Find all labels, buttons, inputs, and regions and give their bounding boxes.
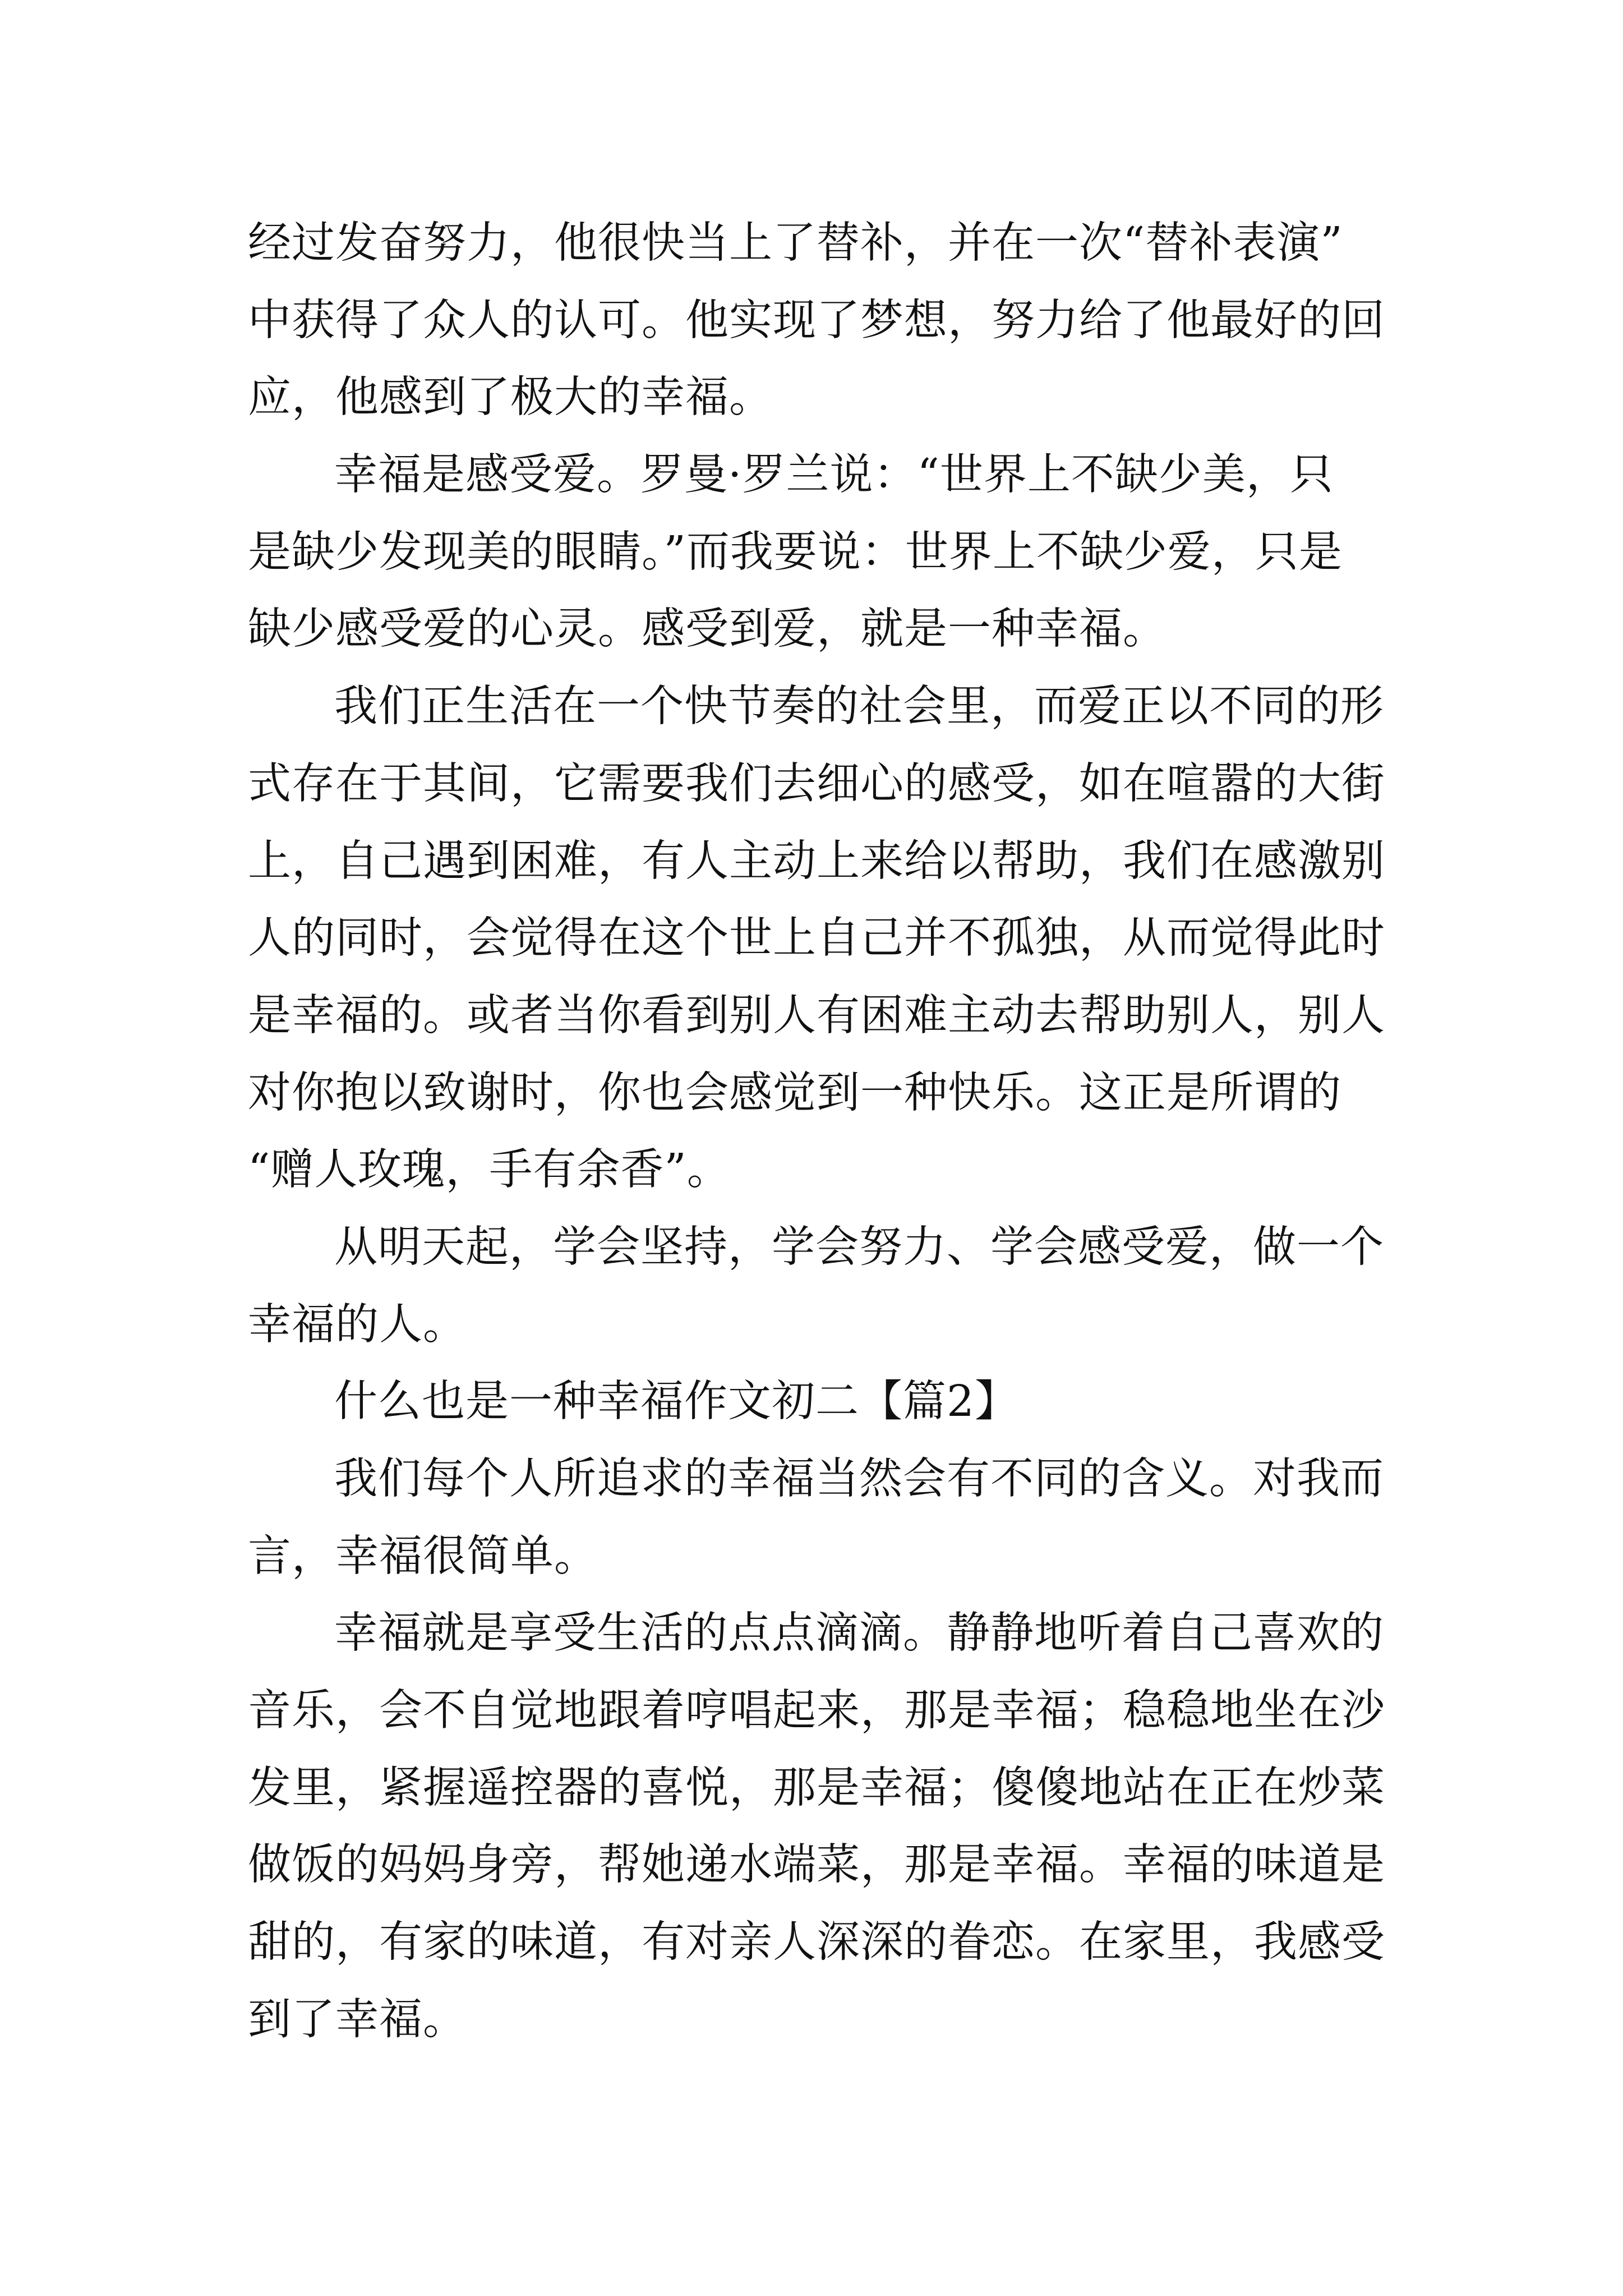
text-line: 我们每个人所追求的幸福当然会有不同的含义。对我而 (334, 1454, 1384, 1504)
text-line: 幸福是感受爱。罗曼·罗兰说：“世界上不缺少美，只 (334, 450, 1334, 500)
paragraph (248, 668, 1395, 1209)
text-line: 式存在于其间，它需要我们去细心的感受，如在喧嚣的大街 (248, 758, 1385, 809)
text-line: 上，自己遇到困难，有人主动上来给以帮助，我们在感激别 (248, 836, 1385, 886)
text-line: 人的同时，会觉得在这个世上自己并不孤独，从而觉得此时 (248, 913, 1385, 964)
text-line: 经过发奋努力，他很快当上了替补，并在一次“替补表演” (248, 218, 1343, 268)
text-line: 是缺少发现美的眼睛。”而我要说：世界上不缺少爱，只是 (248, 527, 1343, 577)
text-line: 中获得了众人的认可。他实现了梦想，努力给了他最好的回 (248, 295, 1385, 346)
document-body (248, 205, 1395, 2059)
text-line: 对你抱以致谢时，你也会感觉到一种快乐。这正是所谓的 (248, 1068, 1341, 1118)
paragraph (248, 436, 1395, 668)
paragraph (248, 205, 1395, 436)
paragraph (248, 1209, 1395, 1363)
paragraph (248, 1595, 1395, 2058)
text-line: 甜的，有家的味道，有对亲人深深的眷恋。在家里，我感受 (248, 1917, 1385, 1968)
section-heading-text: 什么也是一种幸福作文初二【篇2】 (334, 1377, 1018, 1427)
text-line: 音乐，会不自觉地跟着哼唱起来，那是幸福；稳稳地坐在沙 (248, 1686, 1385, 1736)
text-line: 幸福就是享受生活的点点滴滴。静静地听着自己喜欢的 (334, 1608, 1384, 1659)
text-line: 发里，紧握遥控器的喜悦，那是幸福；傻傻地站在正在炒菜 (248, 1763, 1385, 1813)
text-line: 是幸福的。或者当你看到别人有困难主动去帮助别人，别人 (248, 990, 1385, 1041)
text-line: 从明天起，学会坚持，学会努力、学会感受爱，做一个 (334, 1222, 1384, 1272)
text-line: 我们正生活在一个快节奏的社会里，而爱正以不同的形 (334, 682, 1384, 732)
text-line: 言，幸福很简单。 (248, 1531, 598, 1581)
text-line: “赠人玫瑰，手有余香”。 (248, 1145, 731, 1195)
text-line: 应，他感到了极大的幸福。 (248, 372, 773, 423)
text-line: 到了幸福。 (248, 1994, 467, 2045)
text-line: 缺少感受爱的心灵。感受到爱，就是一种幸福。 (248, 604, 1166, 655)
section-heading (248, 1363, 1395, 1441)
text-line: 做饭的妈妈身旁，帮她递水端菜，那是幸福。幸福的味道是 (248, 1840, 1385, 1890)
text-line: 幸福的人。 (248, 1299, 467, 1350)
paragraph (248, 1441, 1395, 1595)
